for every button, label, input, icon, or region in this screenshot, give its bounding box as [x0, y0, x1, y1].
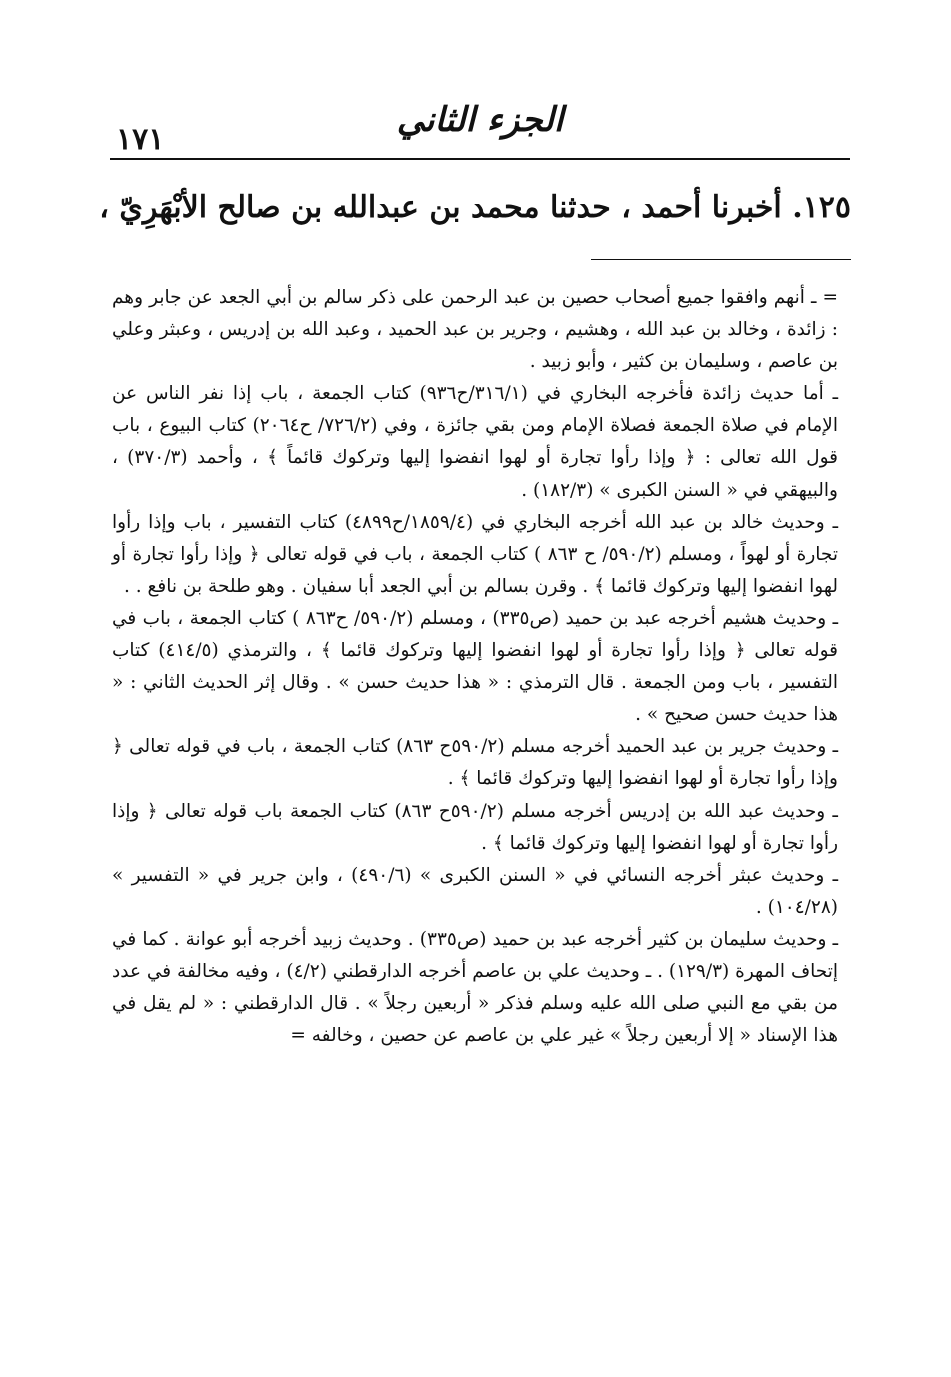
- footnote-paragraph: ـ وحديث جرير بن عبد الحميد أخرجه مسلم (٥٩٠/٢ح ٨٦٣) كتاب الجمعة ، باب في قوله تعالى ﴿ وإذا رأوا تجارة أو لهوا انفضوا إليها وتركوك قائما ﴾ .: [112, 736, 839, 790]
- footnote-paragraph: ـ وحديث سليمان بن كثير أخرجه عبد بن حميد (ص٣٣٥) . وحديث زبيد أخرجه أبو عوانة . كما في إتحاف المهرة (١٢٩/٣) . ـ وحديث علي بن عاصم أخرجه الدارقطني (٤/٢) ، وفيه مخالفة في عدد من بقي مع النبي صلى الله عليه وسلم فذكر « أربعين رجلاً » . قال الدارقطني : « لم يقل في هذا الإسناد « إلا أربعين رجلاً » غير علي بن عاصم عن حصين ، وخالفه =: [112, 928, 838, 1047]
- footnotes: [112, 282, 838, 1052]
- header-rule: [110, 158, 850, 160]
- footnote-paragraph: ـ أما حديث زائدة فأخرجه البخاري في (٣١٦/١/ح٩٣٦) كتاب الجمعة ، باب إذا نفر الناس عن الإمام في صلاة الجمعة فصلاة الإمام ومن بقي جائزة ، وفي (٧٢٦/٢/ ح٢٠٦٤) كتاب البيوع ، باب قول الله تعالى : ﴿ وإذا رأوا تجارة أو لهوا انفضوا إليها وتركوك قائماً ﴾ ، وأحمد (٣٧٠/٣) ، والبيهقي في « السنن الكبرى » (١٨٢/٣) .: [112, 383, 838, 501]
- hadith-heading: ١٢٥. أخبرنا أحمد ، حدثنا محمد بن عبدالله بن صالح الأبْهَرِيّ ،: [99, 190, 851, 225]
- footnote-paragraph: = ـ أنهم وافقوا جميع أصحاب حصين بن عبد الرحمن على ذكر سالم بن أبي الجعد عن جابر وهم : زائدة ، وخالد بن عبد الله ، وهشيم ، وجرير بن عبد الحميد ، وعبد الله بن إدريس ، وعبثر وعلي بن عاصم ، وسليمان بن كثير ، وأبو زبيد .: [112, 287, 838, 373]
- page-header: [110, 100, 850, 158]
- footnote-paragraph: ـ وحديث عبد الله بن إدريس أخرجه مسلم (٥٩٠/٢ح ٨٦٣) كتاب الجمعة باب قوله تعالى ﴿ وإذا رأوا تجارة أو لهوا انفضوا إليها وتركوك قائما ﴾ .: [112, 800, 838, 854]
- page-number: ١٧١: [116, 122, 165, 157]
- running-title: الجزء الثاني: [396, 100, 564, 140]
- footnote-paragraph: ـ وحديث هشيم أخرجه عبد بن حميد (ص٣٣٥) ، ومسلم (٥٩٠/٢/ ح٨٦٣ ) كتاب الجمعة ، باب في قوله تعالى ﴿ وإذا رأوا تجارة أو لهوا انفضوا إليها وتركوك قائما ﴾ ، والترمذي (٤١٤/٥) كتاب التفسير ، باب ومن الجمعة . قال الترمذي : « هذا حديث حسن » . وقال إثر الحديث الثاني : « هذا حديث حسن صحيح » .: [112, 607, 839, 726]
- footnote-paragraph: ـ وحديث خالد بن عبد الله أخرجه البخاري في (١٨٥٩/٤/ح٤٨٩٩) كتاب التفسير ، باب وإذا رأوا تجارة أو لهواً ، ومسلم (٥٩٠/٢/ ح ٨٦٣ ) كتاب الجمعة ، باب في قوله تعالى ﴿ وإذا رأوا تجارة أو لهوا انفضوا إليها وتركوك قائما ﴾ . وقرن بسالم بن أبي الجعد أبا سفيان . وهو طلحة بن نافع . .: [112, 511, 839, 597]
- footnote-paragraph: ـ وحديث عبثر أخرجه النسائي في « السنن الكبرى » (٤٩٠/٦) ، وابن جرير في « التفسير » (١٠٤/٢٨) .: [112, 864, 838, 918]
- footnote-separator: [591, 259, 851, 260]
